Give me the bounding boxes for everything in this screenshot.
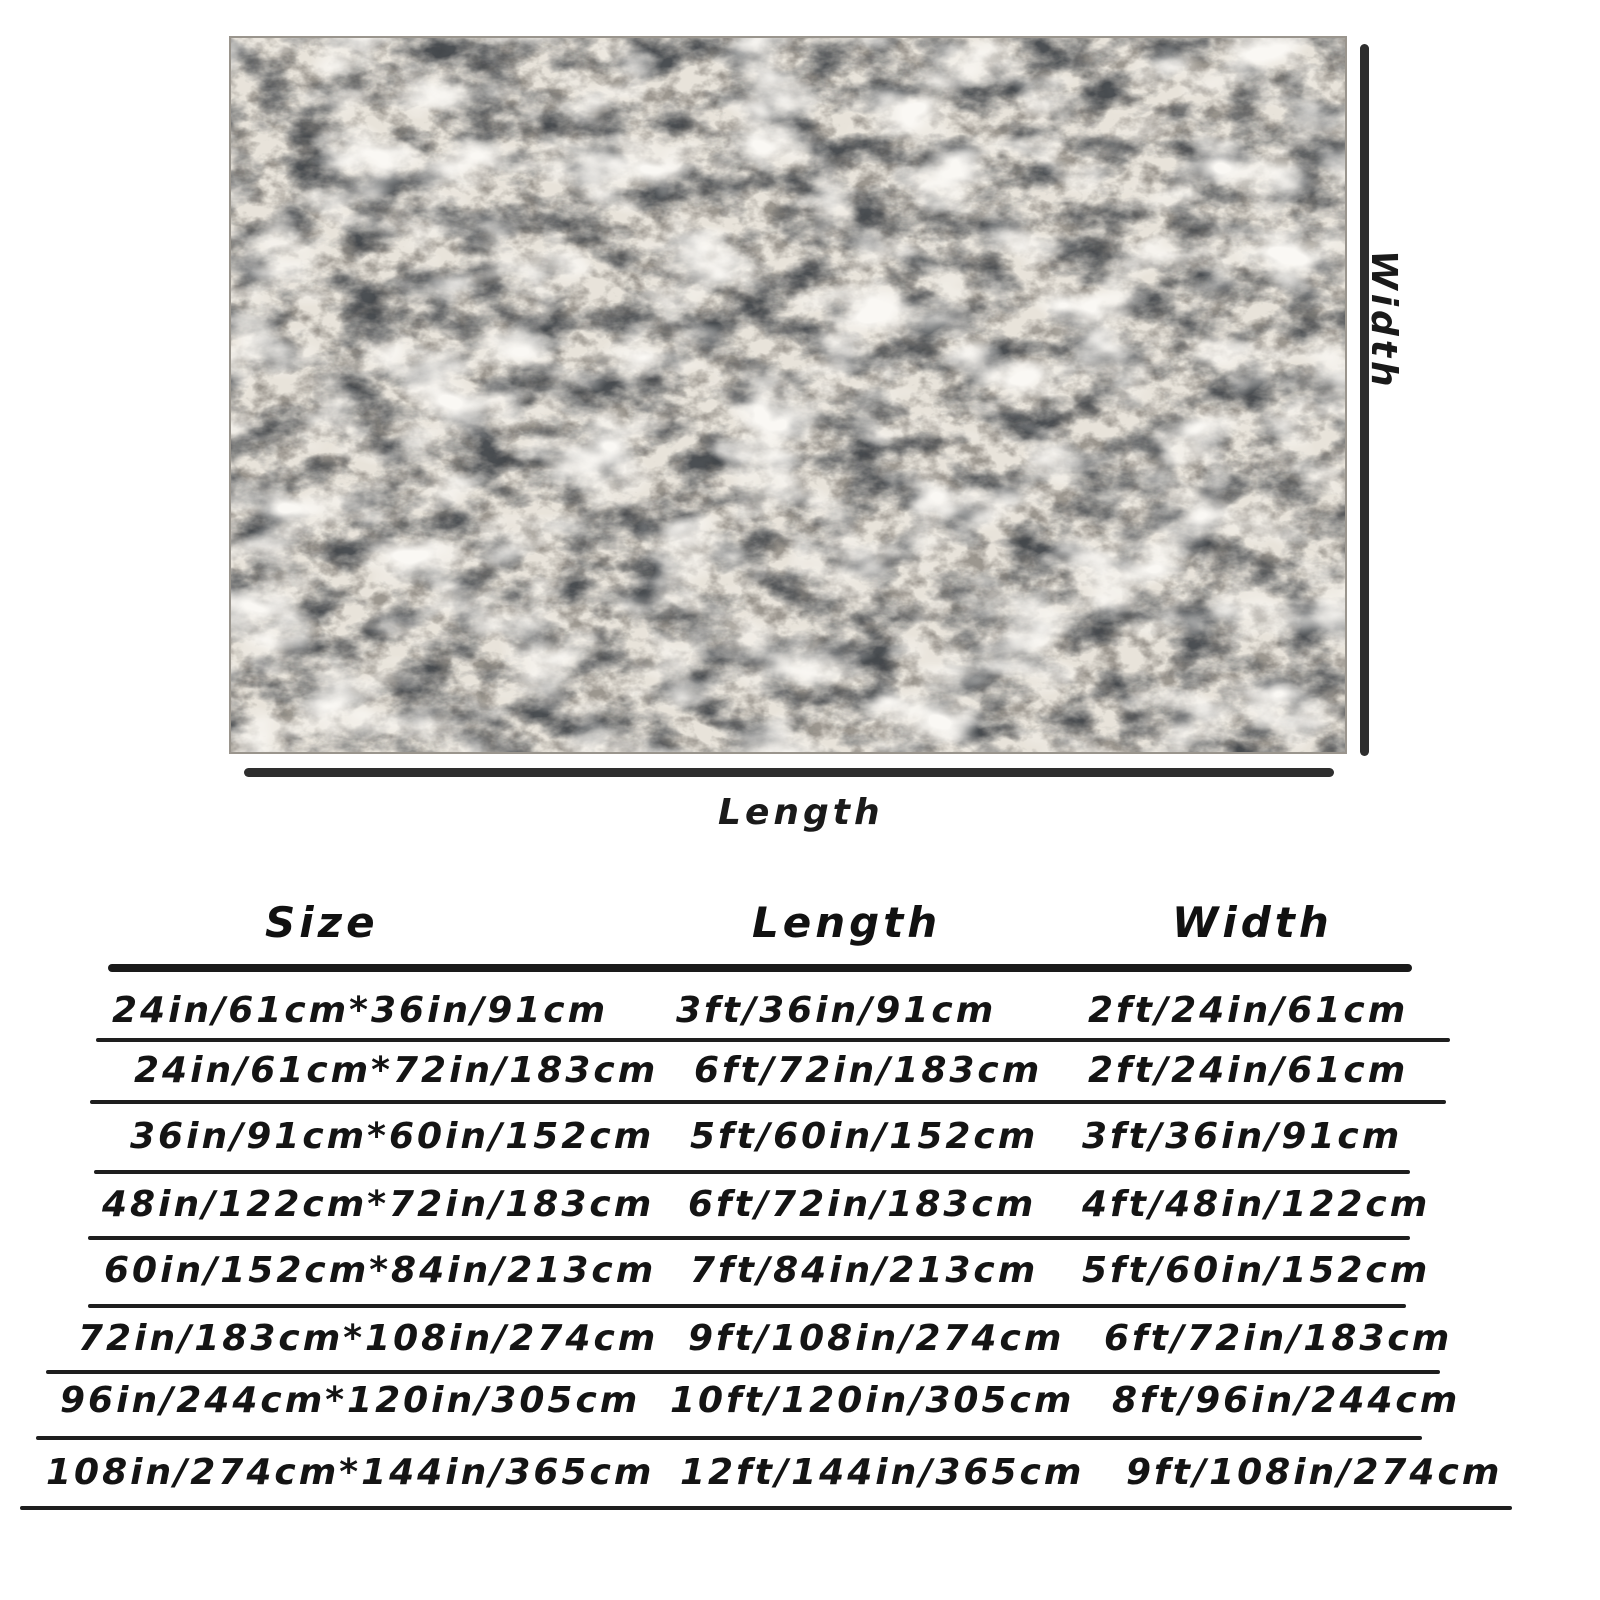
width-dimension-bar — [1360, 44, 1369, 756]
row-1-length: 3ft/36in/91cm — [676, 990, 997, 1031]
row-divider — [88, 1236, 1410, 1240]
header-size: Size — [265, 898, 379, 947]
row-2-width: 2ft/24in/61cm — [1088, 1050, 1409, 1091]
row-7-length: 10ft/120in/305cm — [670, 1380, 1075, 1421]
length-dimension-bar — [244, 768, 1334, 777]
row-1-size: 24in/61cm*36in/91cm — [112, 990, 609, 1031]
row-4-size: 48in/122cm*72in/183cm — [102, 1184, 655, 1225]
row-divider — [96, 1038, 1450, 1042]
length-dimension-label: Length — [718, 792, 884, 833]
row-5-size: 60in/152cm*84in/213cm — [104, 1250, 657, 1291]
row-3-width: 3ft/36in/91cm — [1082, 1116, 1403, 1157]
row-4-width: 4ft/48in/122cm — [1082, 1184, 1431, 1225]
row-8-length: 12ft/144in/365cm — [680, 1452, 1085, 1493]
row-divider — [36, 1436, 1422, 1440]
row-2-size: 24in/61cm*72in/183cm — [134, 1050, 659, 1091]
row-3-size: 36in/91cm*60in/152cm — [130, 1116, 655, 1157]
row-1-width: 2ft/24in/61cm — [1088, 990, 1409, 1031]
row-8-width: 9ft/108in/274cm — [1126, 1452, 1503, 1493]
header-divider — [108, 964, 1412, 972]
row-4-length: 6ft/72in/183cm — [688, 1184, 1037, 1225]
row-6-length: 9ft/108in/274cm — [688, 1318, 1065, 1359]
row-8-size: 108in/274cm*144in/365cm — [46, 1452, 655, 1493]
row-2-length: 6ft/72in/183cm — [694, 1050, 1043, 1091]
row-7-size: 96in/244cm*120in/305cm — [60, 1380, 641, 1421]
header-width: Width — [1172, 898, 1333, 947]
rug-pattern — [231, 38, 1345, 752]
header-length: Length — [752, 898, 942, 947]
row-6-size: 72in/183cm*108in/274cm — [78, 1318, 659, 1359]
width-dimension-label: Width — [1363, 250, 1404, 391]
row-7-width: 8ft/96in/244cm — [1112, 1380, 1461, 1421]
row-divider — [46, 1370, 1440, 1374]
row-6-width: 6ft/72in/183cm — [1104, 1318, 1453, 1359]
row-3-length: 5ft/60in/152cm — [690, 1116, 1039, 1157]
row-5-length: 7ft/84in/213cm — [690, 1250, 1039, 1291]
row-divider — [20, 1506, 1512, 1510]
row-5-width: 5ft/60in/152cm — [1082, 1250, 1431, 1291]
row-divider — [90, 1100, 1446, 1104]
rug-image — [229, 36, 1347, 754]
row-divider — [94, 1170, 1410, 1174]
row-divider — [88, 1304, 1406, 1308]
